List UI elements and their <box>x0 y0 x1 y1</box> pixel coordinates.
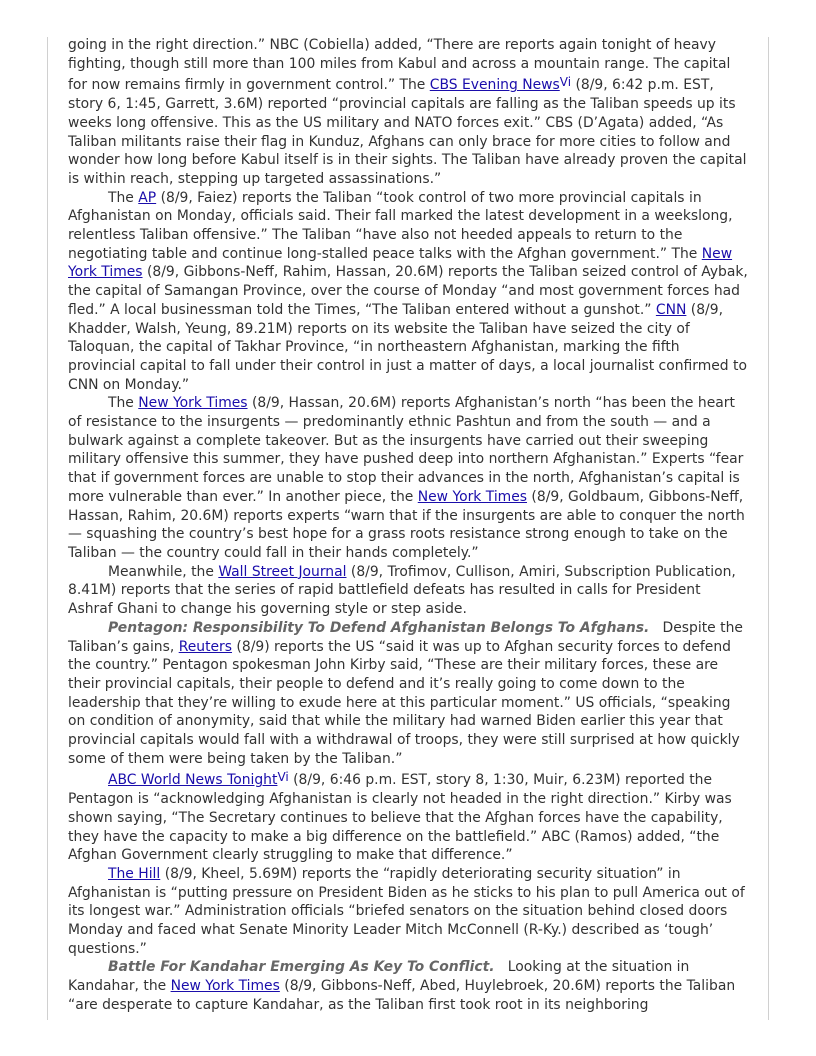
link-ap[interactable]: AP <box>138 189 157 206</box>
link-cbs-evening-news[interactable]: CBS Evening News <box>429 77 560 94</box>
link-new-york-times[interactable]: New York Times <box>68 245 733 281</box>
video-indicator-icon[interactable]: Vi <box>559 75 572 90</box>
paragraph-nbc-cbs: going in the right direction.” NBC (Cobiella) added, “There are reports again tonight of heavy fighting, though still more than 100 miles from Kabul and across a mountain range. The capital for now remains firmly in government control.” The CBS Evening NewsVi (8/9, 6:42 p.m. EST, story 6, 1:45, Garrett, 3.6M) reported “provincial capitals are falling as the Taliban speeds up its weeks long offensive. This as the US military and NATO forces exit.” CBS (D’Agata) added, “As Taliban militants raise their flag in Kunduz, Afghans can only brace for more cities to follow and wonder how long before Kabul itself is in their sights. The Taliban have already proven the capital is within reach, stepping up targeted assassinations.” <box>68 37 747 187</box>
paragraph-pentagon: Pentagon: Responsibility To Defend Afghanistan Belongs To Afghans. Despite the Taliban’s gains, Reuters (8/9) reports the US “said it was up to Afghan security forces to defend the country.” Pentagon spokesman John Kirby said, “These are their military forces, these are their provincial capitals, their people to defend and it’s really going to come down to the leadership that they’re willing to exude here at this particular moment.” US officials, “speaking on condition of anonymity, said that while the military had warned Biden earlier this year that provincial capitals would fall with a withdrawal of troops, they were still surprised at how quickly some of them were being taken by the Taliban.” <box>68 619 743 767</box>
paragraph-kandahar: Battle For Kandahar Emerging As Key To Conflict. Looking at the situation in Kandahar, the New York Times (8/9, Gibbons-Neff, Abed, Huylebroek, 20.6M) reports the Taliban “are desperate to capture Kandahar, as the Taliban first took root in its neighboring <box>68 959 736 1013</box>
video-indicator-icon[interactable]: Vi <box>277 770 289 785</box>
link-new-york-times[interactable]: New York Times <box>170 978 280 995</box>
paragraph-the-hill: The Hill (8/9, Kheel, 5.69M) reports the “rapidly deteriorating security situation” in Afghanistan is “putting pressure on President Biden as he sticks to his plan to pull America out of its longest war.” Administration officials “briefed senators on the situation behind closed doors Monday and faced what Senate Minority Leader Mitch McConnell (R-Ky.) described as ‘tough’ questions.” <box>68 865 745 957</box>
paragraph-wsj: Meanwhile, the Wall Street Journal (8/9, Trofimov, Cullison, Amiri, Subscription Publication, 8.41M) reports that the series of rapid battlefield defeats has resulted in calls for President Ashraf Ghani to change his governing style or step aside. <box>68 563 736 618</box>
paragraph-ap-nyt-cnn: The AP (8/9, Faiez) reports the Taliban “took control of two more provincial capitals in Afghanistan on Monday, officials said. Their fall marked the latest development in a weekslong, relentless Taliban offensive.” The Taliban “have also not heeded appeals to return to the negotiating table and continue long-stalled peace talks with the Afghan government.” The New York Times (8/9, Gibbons-Neff, Rahim, Hassan, 20.6M) reports the Taliban seized control of Aybak, the capital of Samangan Province, over the course of Monday “and most government forces had fled.” A local businessman told the Times, “The Taliban entered without a gunshot.” CNN (8/9, Khadder, Walsh, Yeung, 89.21M) reports on its website the Taliban have seized the city of Taloquan, the capital of Takhar Province, “in northeastern Afghanistan, marking the fifth provincial capital to fall under their control in just a matter of days, a local journalist confirmed to CNN on Monday.” <box>68 189 748 393</box>
link-new-york-times[interactable]: New York Times <box>417 488 528 505</box>
left-margin-rule <box>47 37 48 1020</box>
link-abc-world-news-tonight[interactable]: ABC World News Tonight <box>108 772 278 789</box>
section-heading: Battle For Kandahar Emerging As Key To Conflict. <box>108 959 495 976</box>
paragraph-nyt-north: The New York Times (8/9, Hassan, 20.6M) reports Afghanistan’s north “has been the heart of resistance to the insurgents — predominantly ethnic Pashtun and from the south — and a bulwark against a complete takeover. But as the insurgents have carried out their sweeping military offensive this summer, they have pushed deep into northern Afghanistan.” Experts “fear that if government forces are unable to stop their advances in the north, Afghanistan’s capital is more vulnerable than ever.” In another piece, the New York Times (8/9, Goldbaum, Gibbons-Neff, Hassan, Rahim, 20.6M) reports experts “warn that if the insurgents are able to conquer the north — squashing the country’s best hope for a grass roots resistance strong enough to take on the Taliban — the country could fall in their hands completely.” <box>68 395 745 561</box>
link-new-york-times[interactable]: New York Times <box>138 395 248 412</box>
link-wall-street-journal[interactable]: Wall Street Journal <box>218 563 347 580</box>
section-heading: Pentagon: Responsibility To Defend Afghanistan Belongs To Afghans. <box>108 619 650 636</box>
link-the-hill[interactable]: The Hill <box>108 865 161 882</box>
link-reuters[interactable]: Reuters <box>178 638 233 655</box>
link-cnn[interactable]: CNN <box>655 301 687 318</box>
paragraph-abc: ABC World News TonightVi (8/9, 6:46 p.m. EST, story 8, 1:30, Muir, 6.23M) reported the Pentagon is “acknowledging Afghanistan is clearly not headed in the right direction.” Kirby was shown saying, “The Secretary continues to believe that the Afghan forces have the capability, they have the capacity to make a big difference on the battlefield.” ABC (Ramos) added, “the Afghan Government clearly struggling to make that difference.” <box>68 770 732 864</box>
right-margin-rule <box>768 37 769 1020</box>
document-body <box>68 36 748 1015</box>
